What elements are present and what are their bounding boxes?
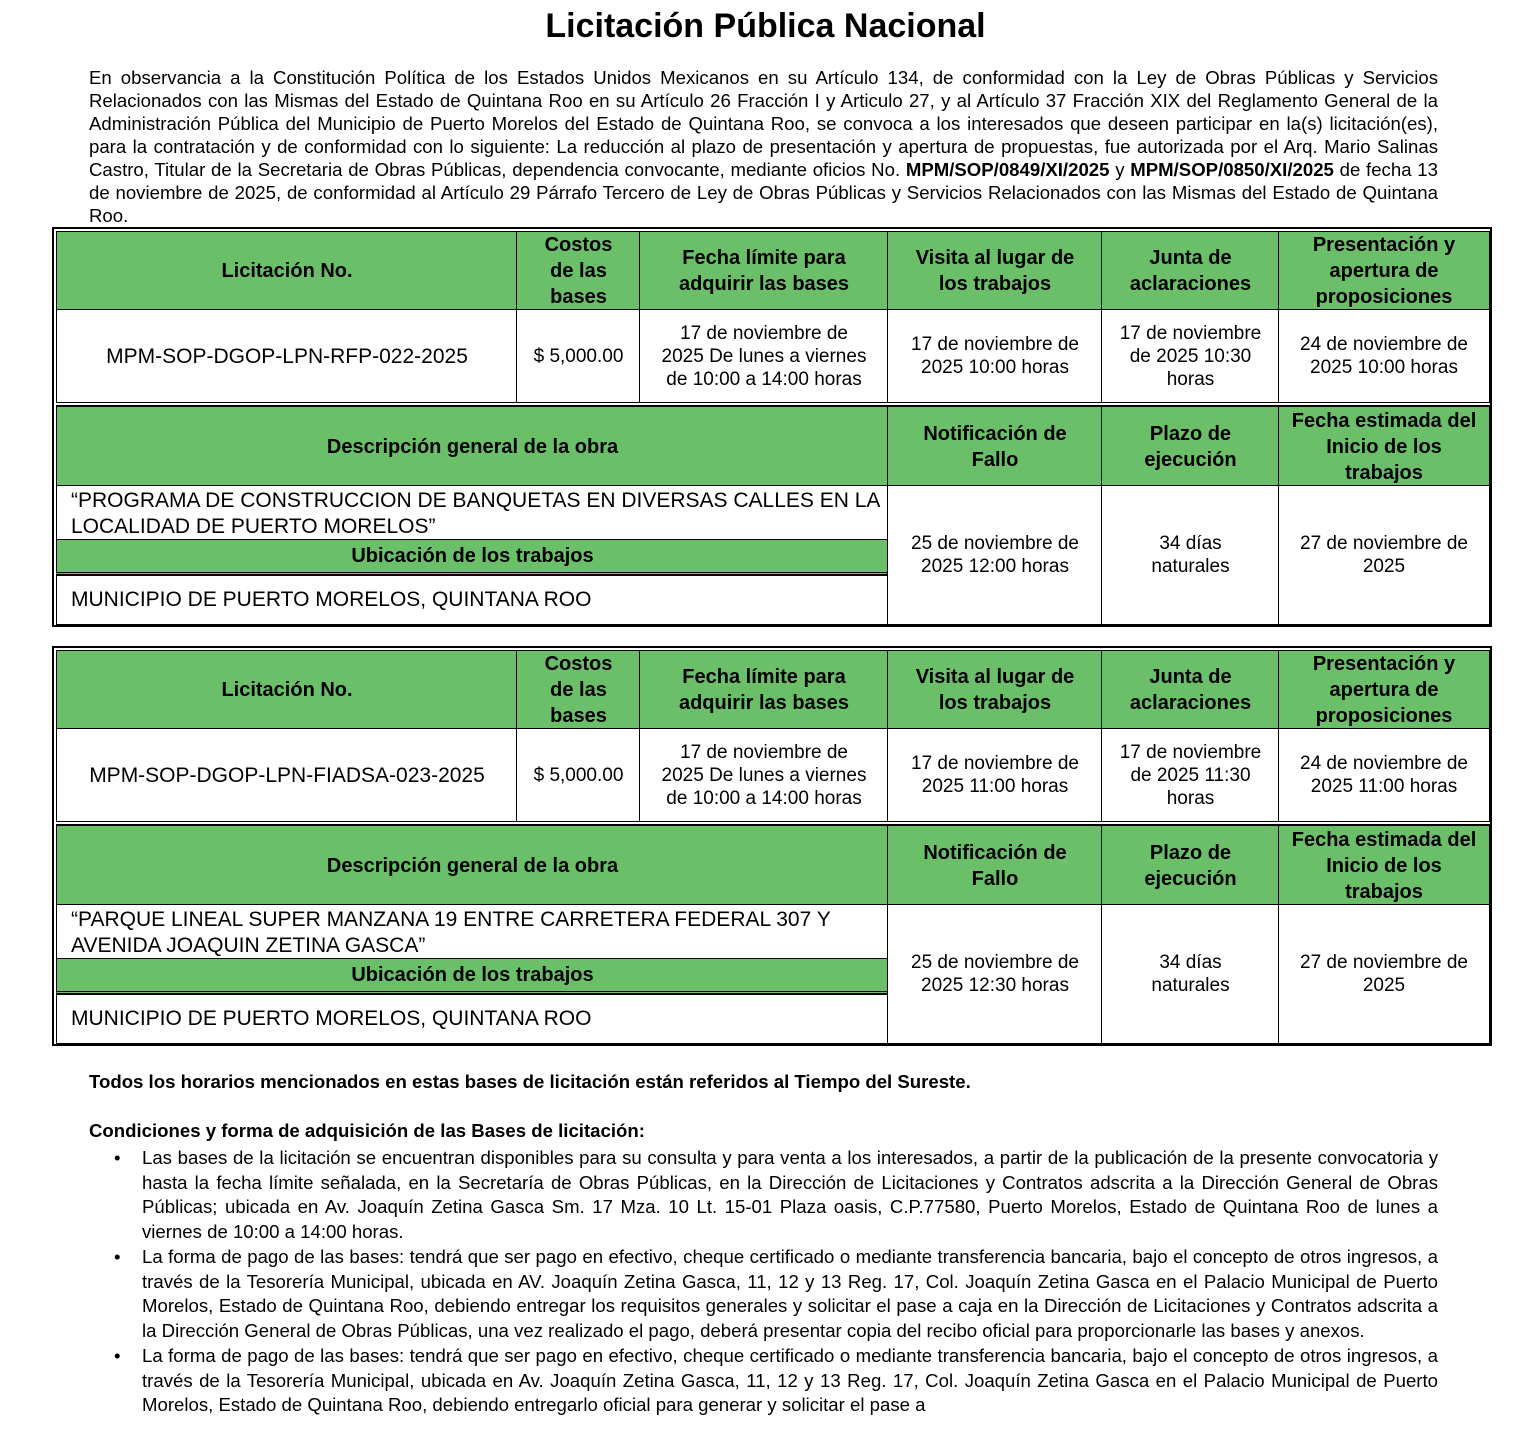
ubicacion-value: MUNICIPIO DE PUERTO MORELOS, QUINTANA ROO: [56, 575, 889, 625]
descripcion-obra: “PROGRAMA DE CONSTRUCCION DE BANQUETAS EN DIVERSAS CALLES EN LA LOCALIDAD DE PUERTO MORELOS”: [56, 485, 889, 540]
header-costos: Costos de las bases: [516, 231, 641, 311]
notificacion-value: 25 de noviembre de 2025 12:00 horas: [887, 485, 1103, 625]
bullet-icon: •: [114, 1147, 121, 1168]
list-item: [89, 1344, 1438, 1418]
list-item-text: La forma de pago de las bases: tendrá que ser pago en efectivo, cheque certificado o mediante transferencia bancaria, bajo el concepto de otros ingresos, a través de la Tesorería Municipal, ubicada en AV. Joaquín Zetina Gasca, 11, 12 y 13 Reg. 17, Col. Joaquín Zetina Gasca en el Palacio Municipal de Puerto Morelos, Estado de Quintana Roo, debiendo entregar los requisitos generales y solicitar el pase a caja en la Dirección de Licitaciones y Contratos adscrita a la Dirección General de Obras Públicas, una vez realizado el pago, deberá presentar copia del recibo oficial para proporcionarle las bases y anexos.: [142, 1246, 1438, 1341]
header-presentacion: Presentación y apertura de proposiciones: [1278, 231, 1490, 311]
header-descripcion: Descripción general de la obra: [56, 405, 889, 487]
plazo-value: 34 días naturales: [1101, 485, 1280, 625]
junta-value: 17 de noviembre de 2025 10:30 horas: [1101, 309, 1280, 403]
intro-text-3: de fecha 13 de noviembre de 2025, de conformidad al Artículo 29 Párrafo Tercero de Ley de Obras Públicas y Servicios Relacionados con las Mismas del Estado de Quintana Roo.: [89, 159, 1438, 226]
licitacion-number: MPM-SOP-DGOP-LPN-RFP-022-2025: [56, 309, 518, 403]
junta-value: 17 de noviembre de 2025 11:30 horas: [1101, 728, 1280, 822]
visita-value: 17 de noviembre de 2025 11:00 horas: [887, 728, 1103, 822]
list-item-text: Las bases de la licitación se encuentran disponibles para su consulta y para venta a los interesados, a partir de la publicación de la presente convocatoria y hasta la fecha límite señalada, en la Secretaría de Obras Públicas, en la Dirección de Licitaciones y Contratos adscrita a la Dirección General de Obras Públicas; ubicada en Av. Joaquín Zetina Gasca Sm. 17 Mza. 10 Lt. 15-01 Plaza oasis, C.P.77580, Puerto Morelos, Estado de Quintana Roo de lunes a viernes de 10:00 a 14:00 horas.: [142, 1147, 1438, 1242]
oficio-number-2: MPM/SOP/0850/XI/2025: [1130, 159, 1334, 180]
header-plazo: Plazo de ejecución: [1101, 405, 1280, 487]
licitacion-number: MPM-SOP-DGOP-LPN-FIADSA-023-2025: [56, 728, 518, 822]
header-junta: Junta de aclaraciones: [1101, 231, 1280, 311]
header-fecha-limite: Fecha límite para adquirir las bases: [639, 650, 889, 730]
horarios-note: Todos los horarios mencionados en estas bases de licitación están referidos al Tiempo del Sureste.: [89, 1071, 971, 1092]
header-plazo: Plazo de ejecución: [1101, 824, 1280, 906]
intro-text-2: y: [1109, 159, 1131, 180]
plazo-value: 34 días naturales: [1101, 904, 1280, 1044]
header-costos: Costos de las bases: [516, 650, 641, 730]
header-licitacion: Licitación No.: [56, 650, 518, 730]
condiciones-heading: Condiciones y forma de adquisición de las Bases de licitación:: [89, 1120, 645, 1141]
descripcion-obra: “PARQUE LINEAL SUPER MANZANA 19 ENTRE CARRETERA FEDERAL 307 Y AVENIDA JOAQUIN ZETINA GASCA”: [56, 904, 889, 959]
visita-value: 17 de noviembre de 2025 10:00 horas: [887, 309, 1103, 403]
bullet-icon: •: [114, 1246, 121, 1267]
header-notificacion: Notificación de Fallo: [887, 824, 1103, 906]
header-notificacion: Notificación de Fallo: [887, 405, 1103, 487]
ubicacion-value: MUNICIPIO DE PUERTO MORELOS, QUINTANA ROO: [56, 994, 889, 1044]
list-item: [89, 1245, 1438, 1343]
fecha-limite-value: 17 de noviembre de 2025 De lunes a viernes de 10:00 a 14:00 horas: [639, 309, 889, 403]
tender-table-2: [52, 646, 1492, 1046]
header-ubicacion: Ubicación de los trabajos: [56, 958, 889, 994]
intro-paragraph: [89, 66, 1438, 227]
costo-bases: $ 5,000.00: [516, 309, 641, 403]
inicio-value: 27 de noviembre de 2025: [1278, 904, 1490, 1044]
presentacion-value: 24 de noviembre de 2025 11:00 horas: [1278, 728, 1490, 822]
header-junta: Junta de aclaraciones: [1101, 650, 1280, 730]
header-descripcion: Descripción general de la obra: [56, 824, 889, 906]
header-visita: Visita al lugar de los trabajos: [887, 650, 1103, 730]
inicio-value: 27 de noviembre de 2025: [1278, 485, 1490, 625]
list-item: [89, 1146, 1438, 1244]
intro-text-1: En observancia a la Constitución Política de los Estados Unidos Mexicanos en su Artículo 134, de conformidad con la Ley de Obras Públicas y Servicios Relacionados con las Mismas del Estado de Quintana Roo en su Artículo 26 Fracción I y Articulo 27, y al Artículo 37 Fracción XIX del Reglamento General de la Administración Pública del Municipio de Puerto Morelos del Estado de Quintana Roo, se convoca a los interesados que deseen participar en la(s) licitación(es), para la contratación y de conformidad con lo siguiente: La reducción al plazo de presentación y apertura de propuestas, fue autorizada por el Arq. Mario Salinas Castro, Titular de la Secretaria de Obras Públicas, dependencia convocante, mediante oficios No.: [89, 67, 1438, 180]
tender-table-1: [52, 227, 1492, 627]
list-item-text: La forma de pago de las bases: tendrá que ser pago en efectivo, cheque certificado o mediante transferencia bancaria, bajo el concepto de otros ingresos, a través de la Tesorería Municipal, ubicada en Av. Joaquín Zetina Gasca, 11, 12 y 13 Reg. 17, Col. Joaquín Zetina Gasca en el Palacio Municipal de Puerto Morelos, Estado de Quintana Roo, debiendo entregarlo oficial para generar y solicitar el pase a: [142, 1345, 1438, 1415]
header-presentacion: Presentación y apertura de proposiciones: [1278, 650, 1490, 730]
bullet-icon: •: [114, 1345, 121, 1366]
header-fecha-limite: Fecha límite para adquirir las bases: [639, 231, 889, 311]
page-title: Licitación Pública Nacional: [545, 7, 986, 45]
header-licitacion: Licitación No.: [56, 231, 518, 311]
header-ubicacion: Ubicación de los trabajos: [56, 539, 889, 575]
notificacion-value: 25 de noviembre de 2025 12:30 horas: [887, 904, 1103, 1044]
header-inicio: Fecha estimada del Inicio de los trabajos: [1278, 405, 1490, 487]
costo-bases: $ 5,000.00: [516, 728, 641, 822]
fecha-limite-value: 17 de noviembre de 2025 De lunes a viernes de 10:00 a 14:00 horas: [639, 728, 889, 822]
oficio-number-1: MPM/SOP/0849/XI/2025: [905, 159, 1110, 180]
header-visita: Visita al lugar de los trabajos: [887, 231, 1103, 311]
condiciones-list: [89, 1146, 1438, 1419]
header-inicio: Fecha estimada del Inicio de los trabajos: [1278, 824, 1490, 906]
presentacion-value: 24 de noviembre de 2025 10:00 horas: [1278, 309, 1490, 403]
